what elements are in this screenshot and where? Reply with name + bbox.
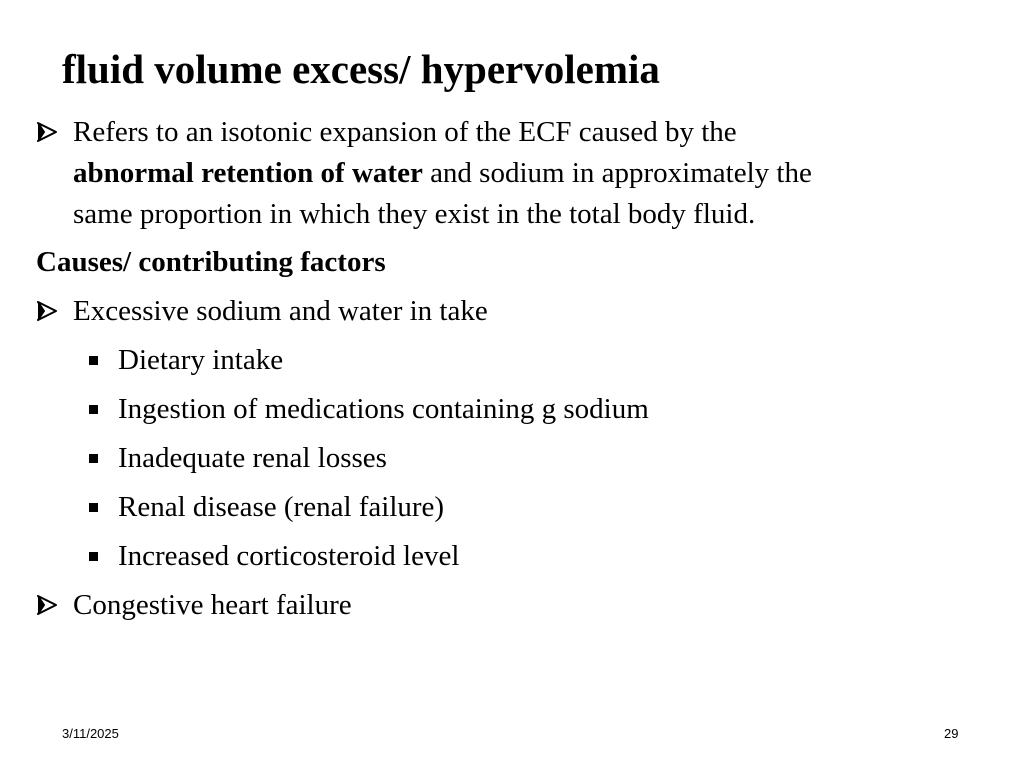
slide-title: fluid volume excess/ hypervolemia — [62, 46, 660, 92]
sub-item: Inadequate renal losses — [118, 442, 387, 474]
causes-heading: Causes/ contributing factors — [36, 246, 386, 278]
arrow-bullet-icon — [36, 292, 60, 330]
footer-date: 3/11/2025 — [62, 726, 119, 741]
sub-item: Dietary intake — [118, 344, 284, 376]
arrow-bullet-icon — [36, 586, 60, 624]
page-number: 29 — [944, 726, 959, 741]
intro-line-1: Refers to an isotonic expansion of the ECF caused by the — [73, 116, 737, 148]
arrow-bullet-icon — [36, 113, 60, 151]
square-bullet-icon — [89, 454, 98, 463]
sub-item: Increased corticosteroid level — [118, 540, 460, 572]
square-bullet-icon — [89, 552, 98, 561]
square-bullet-icon — [89, 356, 98, 365]
intro-bold-text: abnormal retention of water — [73, 157, 423, 189]
sub-item: Ingestion of medications containing g sodium — [118, 393, 649, 425]
square-bullet-icon — [89, 503, 98, 512]
bullet-excessive-sodium: Excessive sodium and water in take — [73, 295, 488, 327]
square-bullet-icon — [89, 405, 98, 414]
intro-line-2-rest: and sodium in approximately the — [422, 157, 812, 189]
sub-item: Renal disease (renal failure) — [118, 491, 445, 523]
bullet-congestive-heart-failure: Congestive heart failure — [73, 589, 352, 621]
intro-line-3: same proportion in which they exist in the total body fluid. — [73, 198, 756, 230]
intro-line-2 — [73, 154, 812, 192]
